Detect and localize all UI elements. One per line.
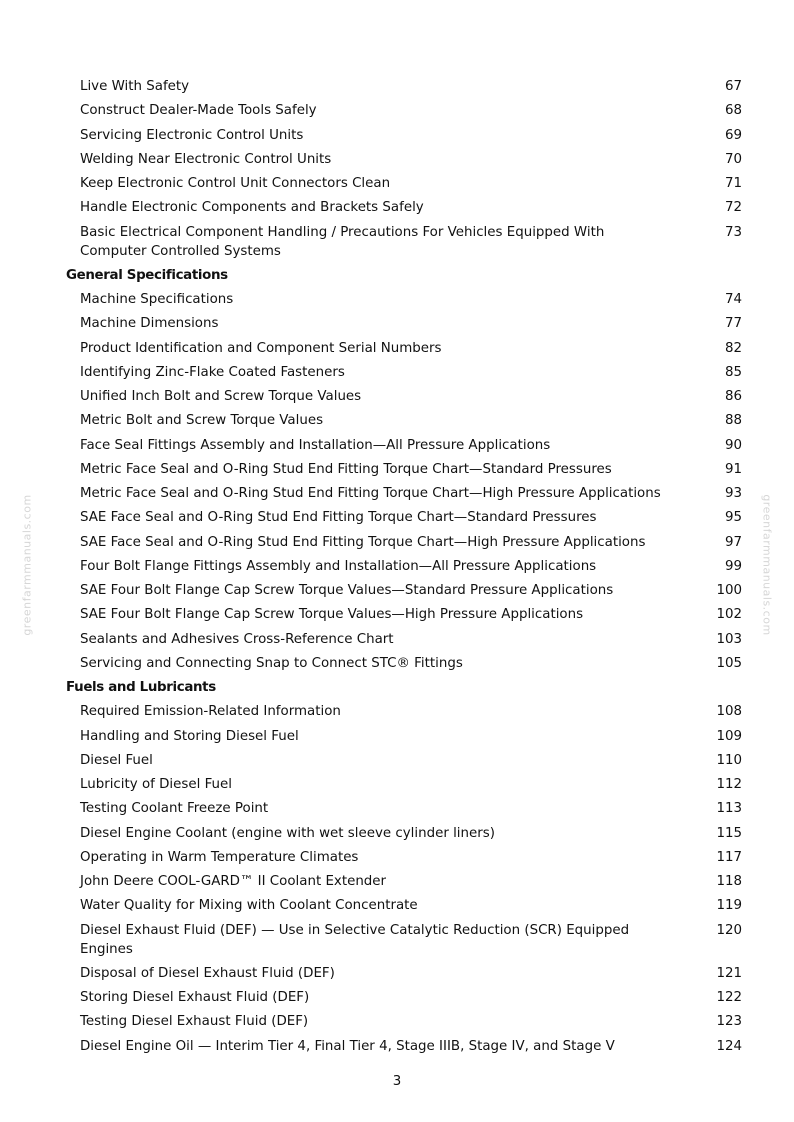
toc-entry-page[interactable]: 85 bbox=[724, 364, 742, 380]
toc-entry-title[interactable]: Machine Dimensions bbox=[80, 316, 219, 332]
toc-entry-page[interactable]: 77 bbox=[724, 316, 742, 332]
toc-entry[interactable] bbox=[0, 126, 794, 145]
page-number: 3 bbox=[392, 1074, 402, 1089]
toc-entry-title[interactable]: SAE Four Bolt Flange Cap Screw Torque Values—Standard Pressure Applications bbox=[80, 583, 614, 598]
toc-entry-page[interactable]: 82 bbox=[724, 340, 742, 356]
watermark-right: greenfarmmanuals.com bbox=[760, 494, 774, 636]
toc-entry[interactable] bbox=[0, 198, 794, 217]
toc-entry[interactable] bbox=[0, 799, 794, 818]
toc-entry-title[interactable]: Testing Coolant Freeze Point bbox=[80, 801, 269, 817]
toc-entry[interactable] bbox=[0, 223, 794, 261]
toc-entry[interactable] bbox=[0, 775, 794, 794]
toc-entry[interactable] bbox=[0, 964, 794, 983]
toc-entry[interactable] bbox=[0, 921, 794, 959]
toc-entry-page[interactable]: 121 bbox=[716, 965, 742, 981]
toc-entry-page[interactable]: 108 bbox=[716, 704, 742, 720]
toc-entry-page[interactable]: 113 bbox=[716, 801, 742, 817]
toc-entry-page[interactable]: 124 bbox=[716, 1038, 742, 1054]
toc-entry[interactable] bbox=[0, 988, 794, 1007]
section-heading: Fuels and Lubricants bbox=[66, 680, 216, 695]
toc-entry-page[interactable]: 119 bbox=[716, 898, 742, 914]
toc-entry-page[interactable]: 97 bbox=[724, 534, 742, 550]
toc-entry[interactable] bbox=[0, 824, 794, 843]
toc-entry[interactable] bbox=[0, 411, 794, 430]
toc-entry-title[interactable]: SAE Face Seal and O-Ring Stud End Fitting Torque Chart—High Pressure Applications bbox=[80, 534, 646, 550]
toc-entry[interactable] bbox=[0, 702, 794, 721]
toc-entry-title[interactable]: Metric Face Seal and O-Ring Stud End Fitting Torque Chart—Standard Pressures bbox=[80, 461, 612, 477]
toc-entry[interactable] bbox=[0, 896, 794, 915]
toc-entry-page[interactable]: 105 bbox=[716, 655, 742, 671]
toc-entry-title[interactable]: Construct Dealer-Made Tools Safely bbox=[80, 103, 317, 119]
toc-entry-page[interactable]: 118 bbox=[716, 874, 742, 889]
toc-entry[interactable] bbox=[0, 654, 794, 673]
toc-entry-title[interactable]: Welding Near Electronic Control Units bbox=[80, 151, 332, 167]
toc-entry[interactable] bbox=[0, 751, 794, 770]
toc-entry[interactable] bbox=[0, 1012, 794, 1031]
toc-entry[interactable] bbox=[0, 460, 794, 479]
toc-entry-page[interactable]: 102 bbox=[716, 607, 742, 623]
toc-entry[interactable] bbox=[0, 484, 794, 503]
toc-entry[interactable] bbox=[0, 101, 794, 120]
toc-entry-page[interactable]: 93 bbox=[724, 486, 742, 501]
toc-entry-page[interactable]: 115 bbox=[716, 825, 742, 841]
toc-entry[interactable] bbox=[0, 314, 794, 333]
toc-entry-title[interactable]: Sealants and Adhesives Cross-Reference Chart bbox=[80, 631, 394, 647]
toc-entry-title[interactable]: Basic Electrical Component Handling / Precautions For Vehicles Equipped With Computer Controlled Systems bbox=[80, 224, 605, 259]
toc-entry-title[interactable]: Face Seal Fittings Assembly and Installation—All Pressure Applications bbox=[80, 437, 551, 453]
toc-entry[interactable] bbox=[0, 508, 794, 527]
toc-entry-title[interactable]: Operating in Warm Temperature Climates bbox=[80, 849, 359, 865]
toc-entry[interactable] bbox=[0, 605, 794, 624]
toc-entry-title[interactable]: Diesel Exhaust Fluid (DEF) — Use in Selective Catalytic Reduction (SCR) Equipped Engines bbox=[80, 922, 630, 957]
toc-entry-title[interactable]: Testing Diesel Exhaust Fluid (DEF) bbox=[80, 1014, 309, 1030]
toc-entry-page[interactable]: 100 bbox=[716, 583, 742, 598]
table-of-contents bbox=[0, 77, 794, 1061]
toc-entry-page[interactable]: 73 bbox=[724, 224, 742, 240]
toc-entry-page[interactable]: 70 bbox=[724, 151, 742, 167]
toc-entry[interactable] bbox=[0, 581, 794, 600]
toc-entry-page[interactable]: 69 bbox=[724, 127, 742, 143]
toc-entry-title[interactable]: SAE Face Seal and O-Ring Stud End Fitting Torque Chart—Standard Pressures bbox=[80, 510, 597, 526]
toc-entry[interactable] bbox=[0, 174, 794, 193]
toc-entry[interactable] bbox=[0, 1037, 794, 1056]
watermark-left: greenfarmmanuals.com bbox=[20, 494, 34, 636]
toc-entry-page[interactable]: 72 bbox=[724, 200, 742, 216]
toc-entry-title[interactable]: Diesel Fuel bbox=[80, 752, 153, 768]
toc-entry-title[interactable]: Live With Safety bbox=[80, 79, 190, 94]
toc-entry-page[interactable]: 112 bbox=[716, 777, 742, 792]
section-heading: General Specifications bbox=[66, 267, 228, 283]
toc-entry-title[interactable]: Servicing and Connecting Snap to Connect STC® Fittings bbox=[80, 655, 463, 671]
toc-entry-title[interactable]: Identifying Zinc-Flake Coated Fasteners bbox=[80, 364, 345, 380]
toc-entry-page[interactable]: 67 bbox=[724, 79, 742, 94]
toc-entry[interactable] bbox=[0, 387, 794, 406]
toc-entry-title[interactable]: Metric Bolt and Screw Torque Values bbox=[80, 413, 324, 429]
toc-entry-title[interactable]: Storing Diesel Exhaust Fluid (DEF) bbox=[80, 990, 310, 1005]
toc-entry-page[interactable]: 68 bbox=[724, 103, 742, 119]
toc-entry-title[interactable]: Required Emission-Related Information bbox=[80, 704, 341, 720]
toc-entry-page[interactable]: 120 bbox=[716, 922, 742, 938]
toc-entry-title[interactable]: Product Identification and Component Serial Numbers bbox=[80, 340, 442, 356]
toc-entry-title[interactable]: Machine Specifications bbox=[80, 292, 234, 307]
toc-entry-title[interactable]: Unified Inch Bolt and Screw Torque Values bbox=[80, 389, 362, 404]
toc-entry-title[interactable]: Metric Face Seal and O-Ring Stud End Fitting Torque Chart—High Pressure Applications bbox=[80, 486, 661, 501]
toc-entry-title[interactable]: Diesel Engine Oil — Interim Tier 4, Final Tier 4, Stage IIIB, Stage IV, and Stage V bbox=[80, 1038, 615, 1054]
toc-entry-page[interactable]: 91 bbox=[724, 461, 742, 477]
toc-entry[interactable] bbox=[0, 872, 794, 891]
toc-entry[interactable] bbox=[0, 290, 794, 309]
toc-entry-title[interactable]: John Deere COOL-GARD™ II Coolant Extender bbox=[80, 874, 387, 889]
toc-entry-page[interactable]: 122 bbox=[716, 990, 742, 1005]
toc-entry-title[interactable]: Handle Electronic Components and Brackets Safely bbox=[80, 200, 424, 216]
toc-entry-page[interactable]: 110 bbox=[716, 752, 742, 768]
toc-entry-title[interactable]: SAE Four Bolt Flange Cap Screw Torque Values—High Pressure Applications bbox=[80, 607, 584, 623]
toc-entry[interactable] bbox=[0, 727, 794, 746]
toc-entry-page[interactable]: 86 bbox=[724, 389, 742, 404]
toc-entry-title[interactable]: Water Quality for Mixing with Coolant Concentrate bbox=[80, 898, 418, 914]
toc-entry[interactable] bbox=[0, 150, 794, 169]
toc-entry-title[interactable]: Diesel Engine Coolant (engine with wet sleeve cylinder liners) bbox=[80, 825, 495, 841]
toc-entry-page[interactable]: 95 bbox=[724, 510, 742, 526]
toc-entry-page[interactable]: 88 bbox=[724, 413, 742, 429]
toc-entry[interactable] bbox=[0, 436, 794, 455]
toc-entry[interactable] bbox=[0, 77, 794, 96]
toc-entry[interactable] bbox=[0, 630, 794, 649]
toc-entry[interactable] bbox=[0, 533, 794, 552]
toc-entry-page[interactable]: 74 bbox=[724, 292, 742, 307]
toc-entry-title[interactable]: Lubricity of Diesel Fuel bbox=[80, 777, 232, 792]
toc-entry-page[interactable]: 90 bbox=[724, 437, 742, 453]
toc-entry-title[interactable]: Keep Electronic Control Unit Connectors Clean bbox=[80, 176, 391, 191]
toc-entry-page[interactable]: 103 bbox=[716, 631, 742, 647]
toc-entry[interactable] bbox=[0, 339, 794, 358]
toc-entry-title[interactable]: Handling and Storing Diesel Fuel bbox=[80, 728, 299, 744]
toc-entry[interactable] bbox=[0, 557, 794, 576]
toc-entry-page[interactable]: 117 bbox=[716, 849, 742, 865]
toc-entry-title[interactable]: Four Bolt Flange Fittings Assembly and Installation—All Pressure Applications bbox=[80, 558, 597, 574]
toc-entry[interactable] bbox=[0, 363, 794, 382]
toc-entry[interactable] bbox=[0, 848, 794, 867]
toc-entry-page[interactable]: 71 bbox=[724, 176, 742, 191]
toc-entry-title[interactable]: Disposal of Diesel Exhaust Fluid (DEF) bbox=[80, 965, 335, 981]
toc-entry-title[interactable]: Servicing Electronic Control Units bbox=[80, 127, 304, 143]
toc-entry-page[interactable]: 109 bbox=[716, 728, 742, 744]
toc-entry-page[interactable]: 123 bbox=[716, 1014, 742, 1030]
toc-entry-page[interactable]: 99 bbox=[724, 558, 742, 574]
